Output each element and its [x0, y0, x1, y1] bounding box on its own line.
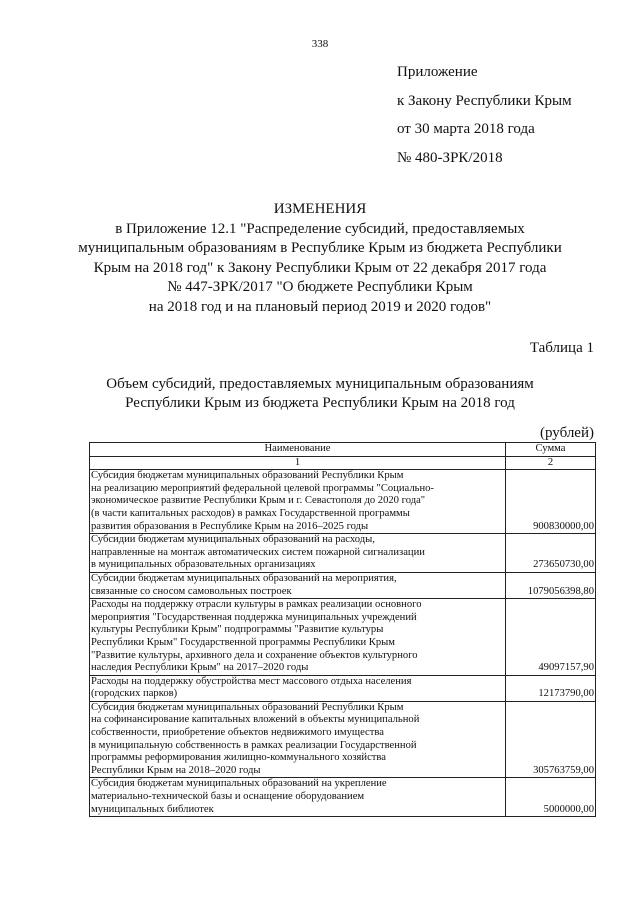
row-name-line: на реализацию мероприятий федеральной целевой программы "Социально- [91, 482, 434, 494]
row-amount: 1079056398,80 [506, 572, 596, 598]
subsidies-table [89, 442, 596, 817]
table-body [90, 470, 596, 817]
row-name-line: экономическое развитие Республики Крым и г. Севастополя до 2020 года" [91, 495, 426, 507]
table-row [90, 675, 596, 701]
row-name-line: в муниципальных образовательных организациях [91, 559, 316, 571]
table-header-row [90, 443, 596, 457]
table-row [90, 534, 596, 573]
table-row [90, 470, 596, 534]
row-amount: 5000000,00 [506, 778, 596, 817]
row-name [90, 599, 506, 676]
page-number: 338 [311, 38, 329, 50]
changes-line: на 2018 год и на плановый период 2019 и 2020 годов" [148, 298, 492, 315]
row-amount: 49097157,90 [506, 599, 596, 676]
row-name [90, 470, 506, 534]
row-name-line: (городских парков) [91, 688, 178, 700]
row-name-line: программы реформирования жилищно-коммунального хозяйства [91, 752, 386, 764]
appendix-line: к Закону Республики Крым [397, 92, 572, 109]
row-name-line: Субсидии бюджетам муниципальных образований на мероприятия, [91, 572, 397, 584]
caption-line: Объем субсидий, предоставляемых муниципальным образованиям [106, 376, 534, 392]
column-header-sum: Сумма [506, 443, 596, 457]
row-name-line: собственности, приобретение объектов недвижимого имущества [91, 727, 384, 739]
row-name-line: Субсидии бюджетам муниципальных образований на расходы, [91, 534, 375, 546]
table-row [90, 778, 596, 817]
row-name-line: муниципальных библиотек [91, 803, 214, 815]
row-name [90, 701, 506, 778]
row-name [90, 534, 506, 573]
table-row [90, 599, 596, 676]
row-amount: 12173790,00 [506, 675, 596, 701]
table-numbering-row [90, 456, 596, 470]
column-header-name: Наименование [90, 443, 506, 457]
column-number: 1 [90, 456, 506, 470]
row-amount: 273650730,00 [506, 534, 596, 573]
row-name [90, 572, 506, 598]
row-name-line: Субсидия бюджетам муниципальных образований Республики Крым [91, 470, 404, 482]
changes-line: № 447-ЗРК/2017 "О бюджете Республики Крым [167, 279, 473, 295]
changes-heading: ИЗМЕНЕНИЯ [273, 201, 367, 217]
row-name [90, 778, 506, 817]
row-name-line: Расходы на поддержку отрасли культуры в рамках реализации основного [91, 599, 422, 611]
row-name-line: мероприятия "Государственная поддержка муниципальных учреждений [91, 611, 417, 623]
appendix-line: от 30 марта 2018 года [397, 121, 535, 137]
row-name-line: Расходы на поддержку обустройства мест массового отдыха населения [91, 675, 412, 687]
row-name-line: развития образования в Республике Крым на 2016–2025 годы [91, 520, 369, 532]
row-name-line: Республики Крым на 2018–2020 годы [91, 764, 261, 776]
changes-line: Крым на 2018 год" к Закону Республики Крым от 22 декабря 2017 года [93, 259, 547, 276]
table-row [90, 701, 596, 778]
row-name-line: на софинансирование капитальных вложений в объекты муниципальной [91, 714, 420, 726]
row-name-line: "Развитие культуры, архивного дела и сохранение объектов культурного [91, 649, 418, 661]
row-name-line: Субсидия бюджетам муниципальных образований на укрепление [91, 778, 387, 790]
table-caption [0, 375, 640, 413]
appendix-line: № 480-ЗРК/2018 [397, 149, 503, 166]
caption-line: Республики Крым из бюджета Республики Крым на 2018 год [125, 395, 515, 411]
row-name-line: (в части капитальных расходов) в рамках Государственной программы [91, 507, 410, 519]
row-name-line: в муниципальную собственность в рамках реализации Государственной [91, 739, 417, 751]
table-label: Таблица 1 [529, 340, 594, 356]
appendix-block [397, 58, 572, 172]
row-name [90, 675, 506, 701]
row-amount: 305763759,00 [506, 701, 596, 778]
changes-line: муниципальным образованиям в Республике Крым из бюджета Республики [78, 240, 562, 256]
unit-label: (рублей) [539, 425, 594, 441]
row-name-line: наследия Республики Крым" на 2017–2020 годы [91, 662, 309, 674]
changes-line: в Приложение 12.1 "Распределение субсидий, предоставляемых [115, 220, 525, 237]
row-amount: 900830000,00 [506, 470, 596, 534]
column-number: 2 [506, 456, 596, 470]
row-name-line: материально-технической базы и оснащение оборудованием [91, 791, 365, 803]
table-row [90, 572, 596, 598]
row-name-line: направленные на монтаж автоматических систем пожарной сигнализации [91, 546, 425, 558]
row-name-line: культуры Республики Крым" подпрограммы "Развитие культуры [91, 624, 384, 636]
appendix-line: Приложение [397, 64, 478, 80]
row-name-line: связанные со сносом самовольных построек [91, 585, 292, 597]
row-name-line: Субсидия бюджетам муниципальных образований Республики Крым [91, 701, 404, 713]
changes-title [0, 200, 640, 317]
row-name-line: Республики Крым" Государственной программы Республики Крым [91, 636, 395, 648]
